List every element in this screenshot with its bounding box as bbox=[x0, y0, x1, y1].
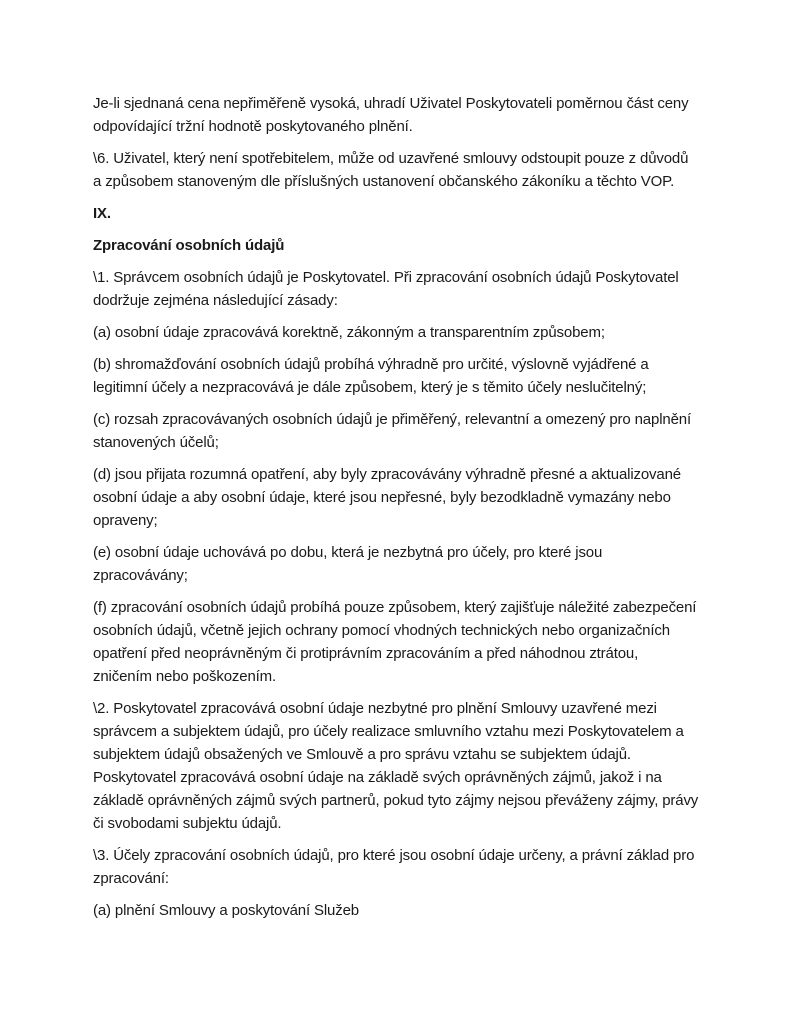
para-withdrawal-clause-6: \6. Uživatel, který není spotřebitelem, může od uzavřené smlouvy odstoupit pouze z důvodů a způsobem stanoveným dle příslušných ustanovení občanského zákoníku a těchto VOP. bbox=[93, 150, 689, 190]
para-principle-e: (e) osobní údaje uchovává po dobu, která je nezbytná pro účely, pro které jsou zpracovávány; bbox=[93, 544, 603, 584]
para-purposes-clause-3: \3. Účely zpracování osobních údajů, pro které jsou osobní údaje určeny, a právní základ pro zpracování: bbox=[93, 847, 695, 887]
heading-section-ix: IX. bbox=[93, 205, 111, 222]
para-processing-basis-clause-2: \2. Poskytovatel zpracovává osobní údaje nezbytné pro plnění Smlouvy uzavřené mezi správcem a subjektem údajů, pro účely realizace smluvního vztahu mezi Poskytovatelem a subjektem údajů obsažených ve Smlouvě a pro správu vztahu se subjektem údajů. Poskytovatel zpracovává osobní údaje na základě svých oprávněných zájmů, jakož i na základě oprávněných zájmů svých partnerů, pokud tyto zájmy nejsou převáženy zájmy, právy či svobodami subjektu údajů. bbox=[93, 700, 699, 832]
para-principle-a: (a) osobní údaje zpracovává korektně, zákonným a transparentním způsobem; bbox=[93, 324, 605, 341]
heading-personal-data-processing: Zpracování osobních údajů bbox=[93, 237, 285, 254]
para-price-adjustment: Je-li sjednaná cena nepřiměřeně vysoká, uhradí Uživatel Poskytovateli poměrnou část ceny odpovídající tržní hodnotě poskytovaného plnění. bbox=[93, 95, 689, 135]
para-principle-c: (c) rozsah zpracovávaných osobních údajů je přiměřený, relevantní a omezený pro naplnění stanovených účelů; bbox=[93, 411, 691, 451]
para-purpose-a: (a) plnění Smlouvy a poskytování Služeb bbox=[93, 902, 359, 919]
para-principle-b: (b) shromažďování osobních údajů probíhá výhradně pro určité, výslovně vyjádřené a legitimní účely a nezpracovává je dále způsobem, který je s těmito účely neslučitelný; bbox=[93, 356, 649, 396]
para-controller-clause-1: \1. Správcem osobních údajů je Poskytovatel. Při zpracování osobních údajů Poskytovatel dodržuje zejména následující zásady: bbox=[93, 269, 679, 309]
para-principle-d: (d) jsou přijata rozumná opatření, aby byly zpracovávány výhradně přesné a aktualizované osobní údaje a aby osobní údaje, které jsou nepřesné, byly bezodkladně vymazány nebo opraveny; bbox=[93, 466, 681, 529]
para-principle-f: (f) zpracování osobních údajů probíhá pouze způsobem, který zajišťuje náležité zabezpečení osobních údajů, včetně jejich ochrany pomocí vhodných technických nebo organizačních opatření před neoprávněným či protiprávním zpracováním a před náhodnou ztrátou, zničením nebo poškozením. bbox=[93, 599, 697, 685]
